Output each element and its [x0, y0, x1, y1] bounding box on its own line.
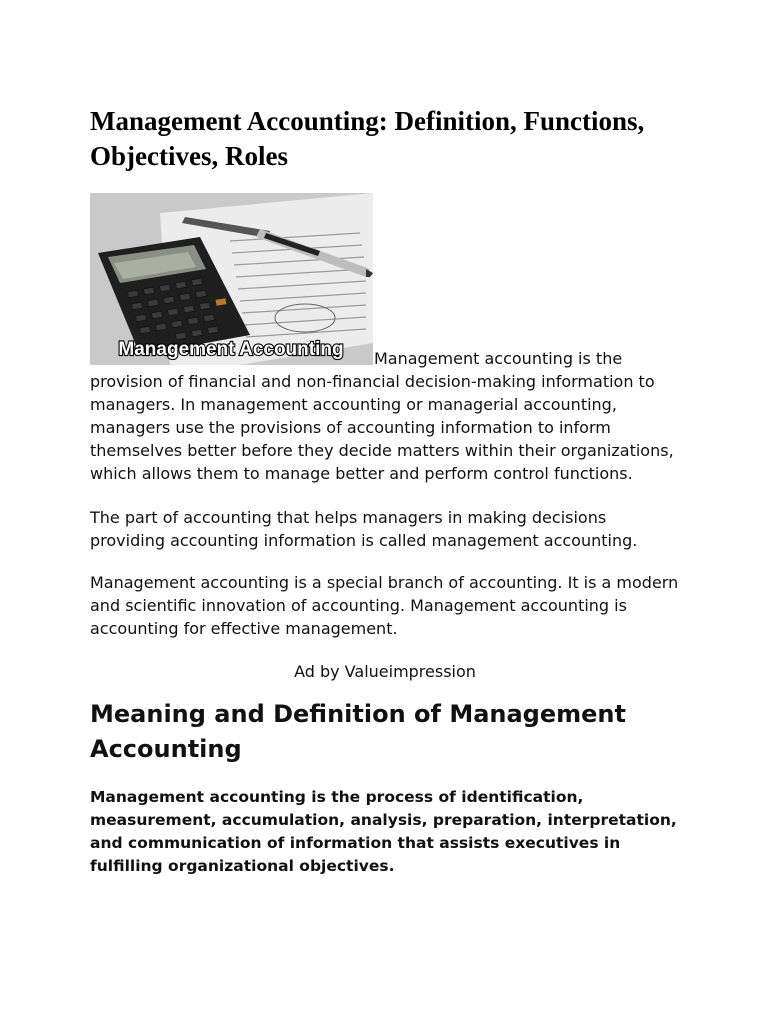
- paragraph-intro-start: Management accounting is the: [374, 349, 623, 368]
- section-heading: Meaning and Definition of Management Accounting: [90, 700, 626, 763]
- definition-paragraph: Management accounting is the process of identification, measurement, accumulation, analysis, preparation, interpretation, and communication of information that assists executives in fulfilling organizational objectives.: [90, 788, 677, 875]
- paragraph-two: The part of accounting that helps managers in making decisions providing accounting information is called management accounting.: [90, 508, 638, 550]
- ad-label[interactable]: Ad by Valueimpression: [294, 662, 476, 681]
- paragraph-three: Management accounting is a special branch of accounting. It is a modern and scientific innovation of accounting. Management accounting is accounting for effective management.: [90, 573, 679, 638]
- article-title: Management Accounting: Definition, Functions, Objectives, Roles: [90, 106, 645, 171]
- image-caption: Management Accounting: [118, 339, 344, 360]
- paragraph-intro: provision of financial and non-financial decision-making information to managers. In management accounting or managerial accounting, managers use the provisions of accounting information to inform themselves better before they decide matters within their organizations, which allows them to manage better and perform control functions.: [90, 372, 674, 483]
- calculator-image: [90, 193, 373, 365]
